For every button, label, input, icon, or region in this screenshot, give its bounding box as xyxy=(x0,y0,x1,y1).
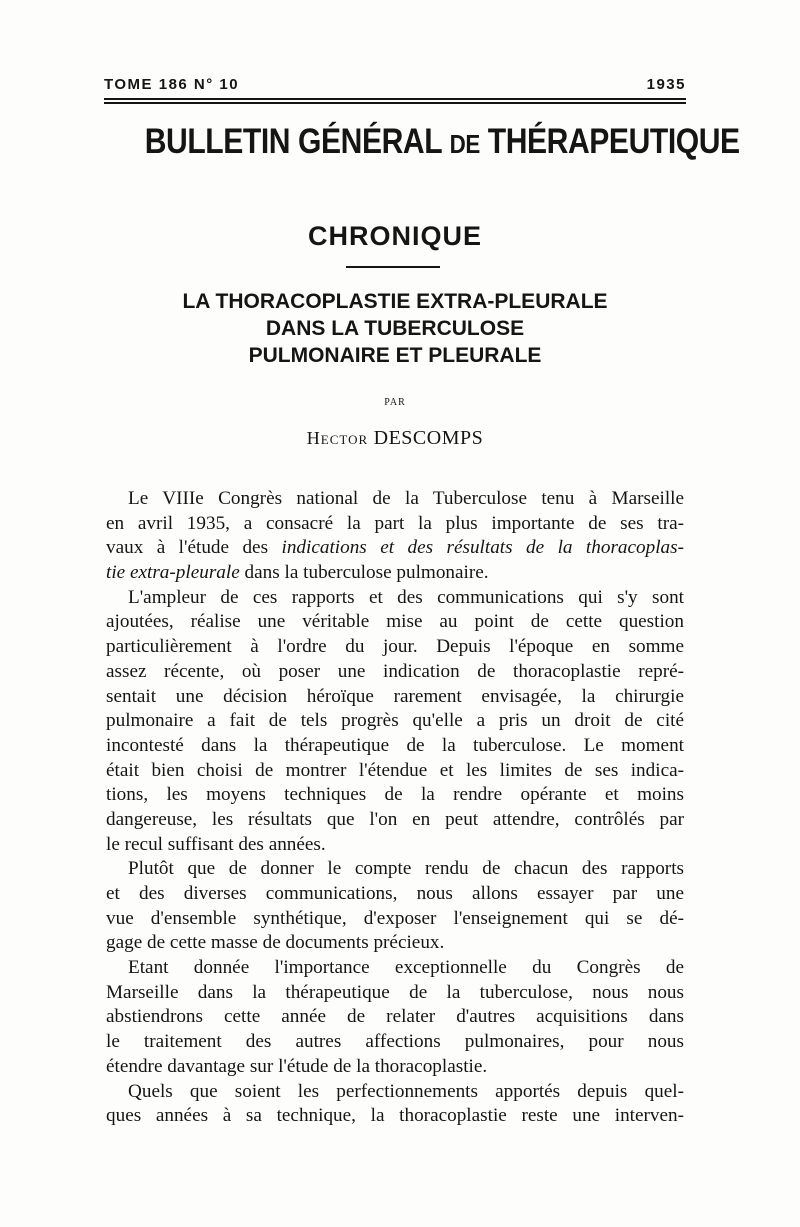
paragraph-line xyxy=(106,931,684,956)
text-run: ques années à sa technique, la thoracoplastie reste une interven- xyxy=(106,1105,684,1127)
paragraph-line xyxy=(106,512,684,537)
paragraph-line xyxy=(106,1005,684,1030)
paragraph-line xyxy=(106,635,684,660)
italic-text: indications et des résultats de la thoracoplas- xyxy=(281,537,684,559)
paragraph-line xyxy=(106,759,684,784)
paragraph-line xyxy=(106,981,684,1006)
section-heading: CHRONIQUE xyxy=(307,221,482,251)
volume-number: TOME 186 N° 10 xyxy=(104,76,240,93)
publication-year: 1935 xyxy=(646,76,686,93)
text-run: étendre davantage sur l'étude de la thoracoplastie. xyxy=(106,1055,488,1077)
text-run: le traitement des autres affections pulmonaires, pour nous xyxy=(106,1031,684,1053)
paragraph-line xyxy=(106,808,684,833)
text-run: pulmonaire a fait de tels progrès qu'elle a pris un droit de cité xyxy=(106,710,684,732)
text-run: dans la tuberculose pulmonaire. xyxy=(239,562,489,584)
paragraph-line xyxy=(106,1104,684,1129)
author-name: Hector DESCOMPS xyxy=(306,427,484,449)
text-run: tions, les moyens techniques de la rendre opérante et moins xyxy=(106,784,684,806)
text-run: Plutôt que de donner le compte rendu de chacun des rapports xyxy=(128,858,684,880)
article-body xyxy=(106,487,684,1129)
paragraph-line xyxy=(106,487,684,512)
text-run: incontesté dans la thérapeutique de la tuberculose. Le moment xyxy=(106,734,684,756)
paragraph-line xyxy=(106,660,684,685)
text-run: en avril 1935, a consacré la part la plus importante de ses tra- xyxy=(106,512,684,534)
paragraph-line xyxy=(106,1030,684,1055)
paragraph-line xyxy=(106,734,684,759)
text-run: Etant donnée l'importance exceptionnelle du Congrès de xyxy=(128,957,684,979)
text-run: le recul suffisant des années. xyxy=(106,833,326,855)
section-rule xyxy=(346,266,440,268)
text-run: était bien choisi de montrer l'étendue et les limites de ses indica- xyxy=(106,759,684,781)
header-rule xyxy=(104,98,686,100)
text-run: particulièrement à l'ordre du jour. Depuis l'époque en somme xyxy=(106,636,684,658)
text-run: L'ampleur de ces rapports et des communications qui s'y sont xyxy=(128,586,684,608)
text-run: Marseille dans la thérapeutique de la tuberculose, nous nous xyxy=(106,981,684,1003)
paragraph-line xyxy=(106,561,684,586)
paragraph-line xyxy=(106,857,684,882)
text-run: gage de cette masse de documents précieux. xyxy=(106,932,445,954)
article-title: LA THORACOPLASTIE EXTRA-PLEURALE DANS LA TUBERCULOSE PULMONAIRE ET PLEURALE xyxy=(182,290,608,367)
paragraph-line xyxy=(106,610,684,635)
text-run: Quels que soient les perfectionnements apportés depuis quel- xyxy=(128,1080,684,1102)
paragraph-line xyxy=(106,586,684,611)
header-rule-double xyxy=(104,102,686,104)
text-run: sentait une décision héroïque rarement envisagée, la chirurgie xyxy=(106,685,684,707)
running-header xyxy=(104,76,686,93)
paragraph-line xyxy=(106,882,684,907)
text-run: vue d'ensemble synthétique, d'exposer l'enseignement qui se dé- xyxy=(106,907,684,929)
paragraph-line xyxy=(106,685,684,710)
paragraph-line xyxy=(106,1055,684,1080)
paragraph-line xyxy=(106,907,684,932)
paragraph-line xyxy=(106,536,684,561)
paragraph-line xyxy=(106,783,684,808)
text-run: vaux à l'étude des xyxy=(106,537,282,559)
paragraph-line xyxy=(106,1080,684,1105)
paragraph-line xyxy=(106,709,684,734)
byline: PAR xyxy=(384,397,406,408)
paragraph-line xyxy=(106,833,684,858)
text-run: abstiendrons cette année de relater d'autres acquisitions dans xyxy=(106,1006,684,1028)
journal-title: BULLETIN GÉNÉRAL DE THÉRAPEUTIQUE xyxy=(144,122,740,161)
text-run: et des diverses communications, nous allons essayer par une xyxy=(106,883,684,904)
text-run: assez récente, où poser une indication de thoracoplastie repré- xyxy=(106,660,684,682)
text-run: dangereuse, les résultats que l'on en peut attendre, contrôlés par xyxy=(106,808,684,830)
text-run: Le VIIIe Congrès national de la Tuberculose tenu à Marseille xyxy=(128,488,684,509)
italic-text: tie extra-pleurale xyxy=(106,562,240,584)
text-run: ajoutées, réalise une véritable mise au point de cette question xyxy=(106,611,684,633)
paragraph-line xyxy=(106,956,684,981)
